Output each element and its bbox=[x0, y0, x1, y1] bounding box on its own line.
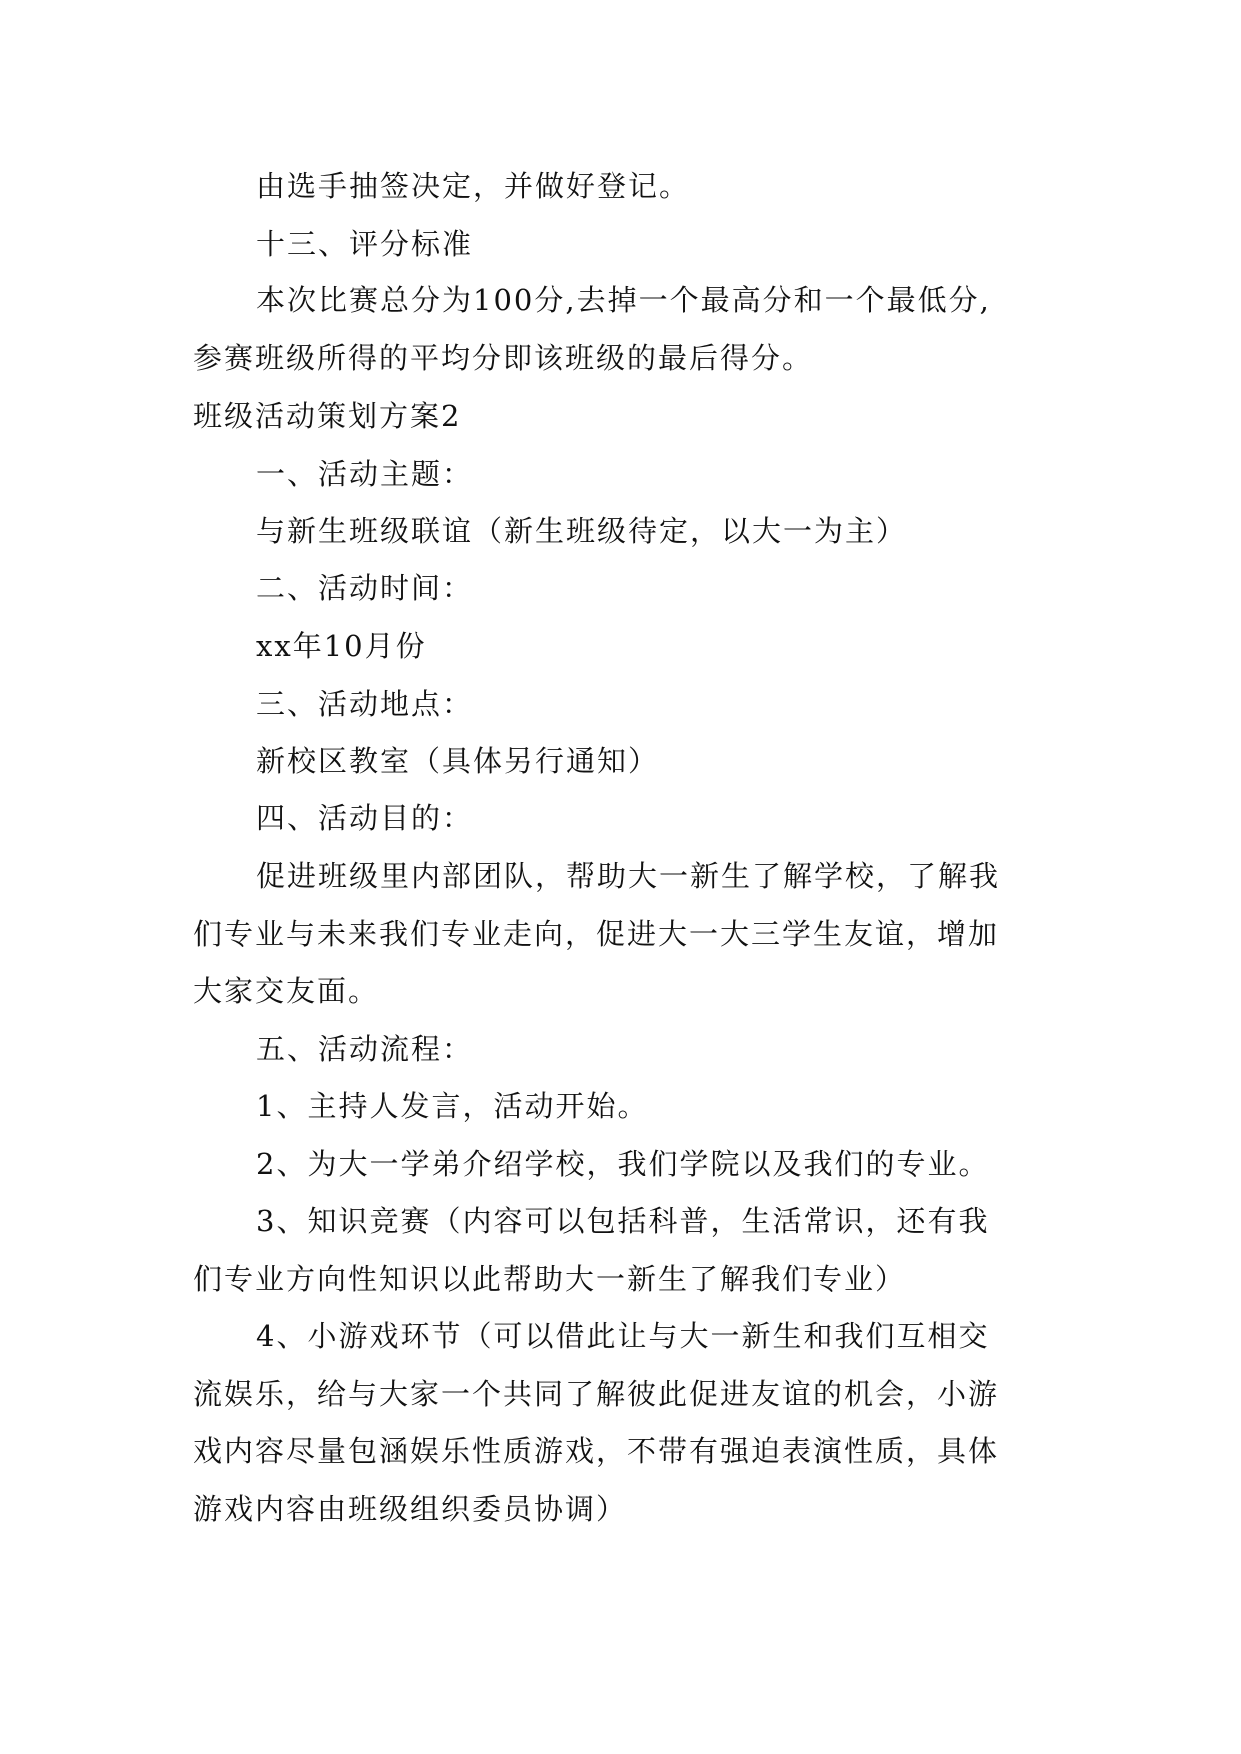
section-heading: 二、活动时间： bbox=[256, 571, 474, 605]
paragraph-line: 促进班级里内部团队，帮助大一新生了解学校，了解我 bbox=[256, 859, 1001, 893]
paragraph-line: 戏内容尽量包涵娱乐性质游戏，不带有强迫表演性质，具体 bbox=[193, 1434, 1000, 1468]
paragraph-line: 流娱乐，给与大家一个共同了解彼此促进友谊的机会，小游 bbox=[193, 1377, 1000, 1411]
section-heading: 三、活动地点： bbox=[256, 687, 474, 721]
paragraph-line: 参赛班级所得的平均分即该班级的最后得分。 bbox=[193, 341, 814, 375]
paragraph-line: xx年10月份 bbox=[256, 629, 427, 663]
paragraph-line: 与新生班级联谊（新生班级待定，以大一为主） bbox=[256, 514, 908, 548]
list-item: 3、知识竞赛（内容可以包括科普，生活常识，还有我 bbox=[256, 1204, 990, 1238]
paragraph-line: 本次比赛总分为100分,去掉一个最高分和一个最低分, bbox=[256, 283, 991, 317]
paragraph-line: 新校区教室（具体另行通知） bbox=[256, 744, 660, 778]
paragraph-line: 大家交友面。 bbox=[193, 974, 380, 1008]
list-item: 1、主持人发言，活动开始。 bbox=[256, 1089, 649, 1123]
section-heading: 一、活动主题： bbox=[256, 457, 474, 491]
paragraph-line: 由选手抽签决定，并做好登记。 bbox=[256, 169, 691, 203]
list-item: 2、为大一学弟介绍学校，我们学院以及我们的专业。 bbox=[256, 1147, 990, 1181]
document-title: 班级活动策划方案2 bbox=[193, 399, 462, 433]
section-heading: 五、活动流程： bbox=[256, 1032, 474, 1066]
section-heading: 四、活动目的： bbox=[256, 801, 474, 835]
paragraph-line: 们专业与未来我们专业走向，促进大一大三学生友谊，增加 bbox=[193, 917, 1000, 951]
paragraph-line: 们专业方向性知识以此帮助大一新生了解我们专业） bbox=[193, 1262, 907, 1296]
list-item: 4、小游戏环节（可以借此让与大一新生和我们互相交 bbox=[256, 1319, 990, 1353]
paragraph-line: 游戏内容由班级组织委员协调） bbox=[193, 1492, 628, 1526]
section-heading: 十三、评分标准 bbox=[256, 227, 474, 261]
